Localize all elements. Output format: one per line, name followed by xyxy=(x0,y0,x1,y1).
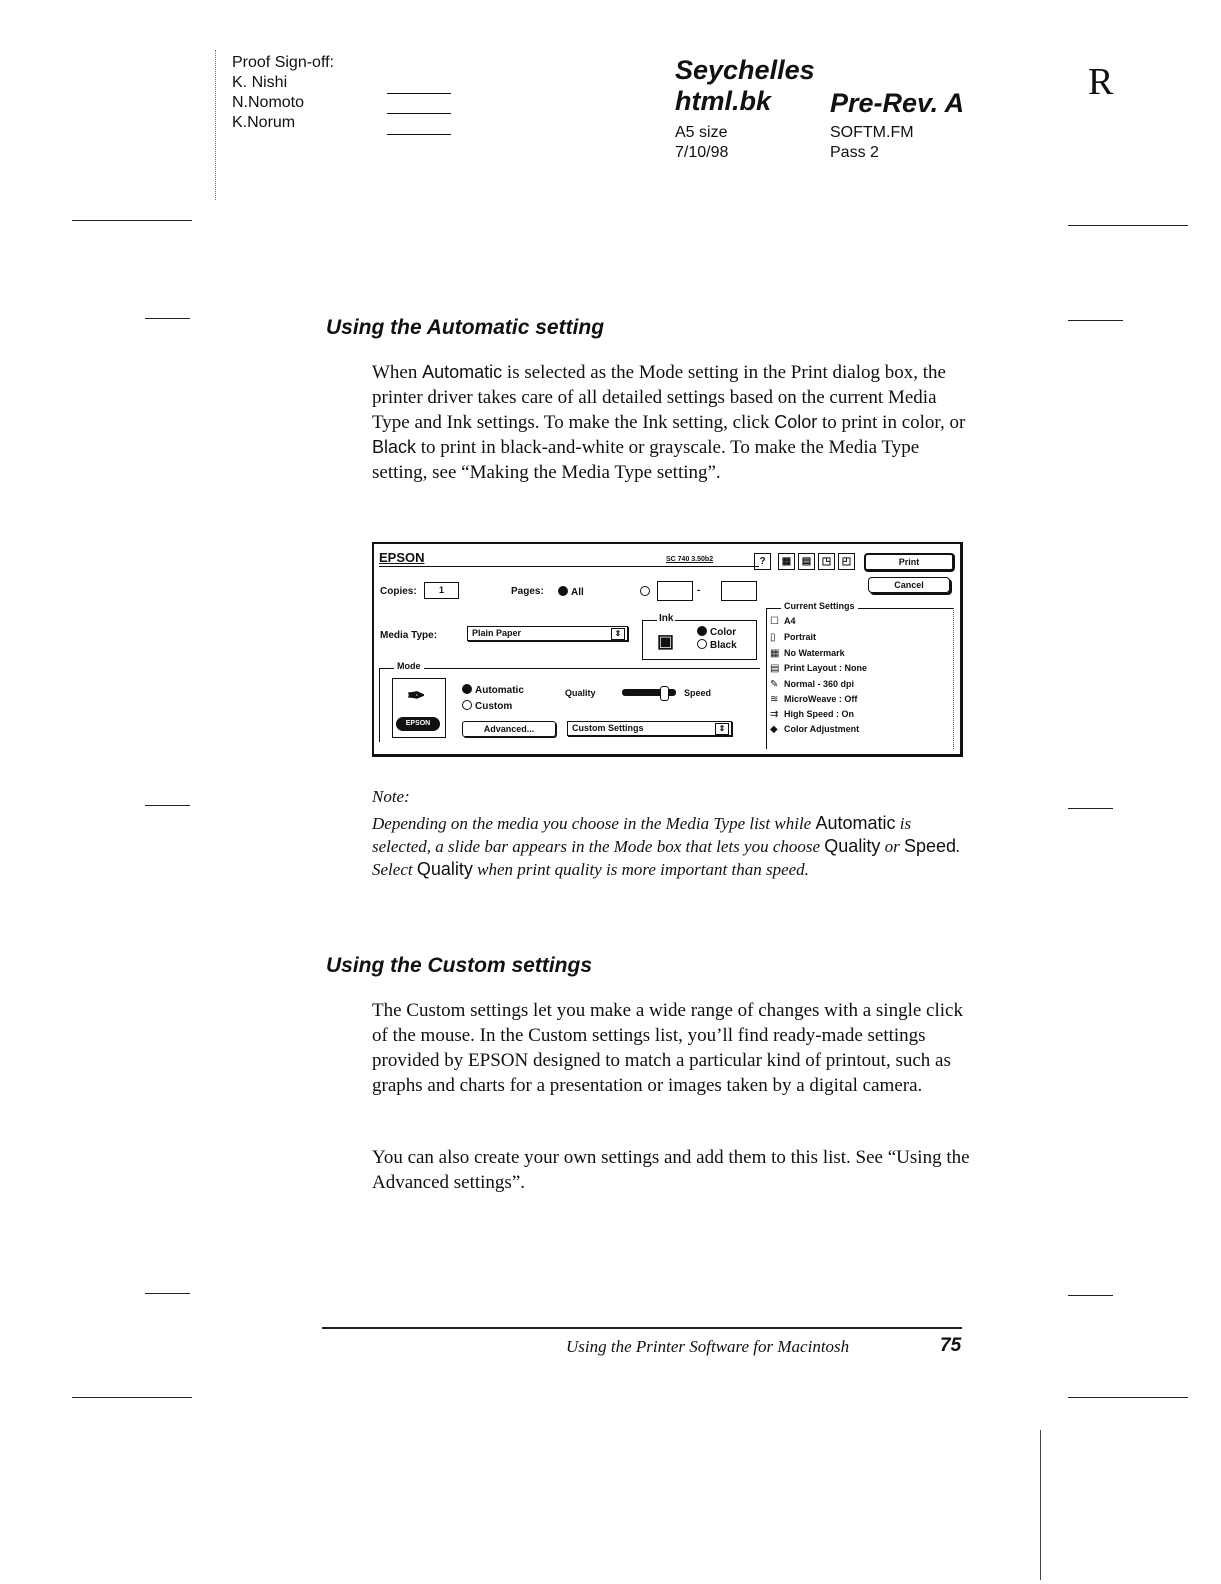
pages-all-radio[interactable]: All xyxy=(558,586,584,598)
margin-line xyxy=(1068,1295,1113,1296)
ink-black-radio[interactable]: Black xyxy=(697,639,737,651)
current-setting-resolution: ✎ Normal - 360 dpi xyxy=(770,679,855,690)
ink-color-radio[interactable]: Color xyxy=(697,626,736,638)
book-name: Seychelles xyxy=(675,55,815,85)
current-setting-paper: ☐ A4 xyxy=(770,616,796,627)
current-settings-label: Current Settings xyxy=(781,601,858,611)
slider-speed-label: Speed xyxy=(684,688,712,698)
paper-icon: ☐ xyxy=(770,616,779,627)
signature-line-1 xyxy=(387,93,451,94)
custom-paragraph-1: The Custom settings let you make a wide range of changes with a single click of the mouse. In the Custom settings list, you’ll find ready-made settings provided by EPSON designed to match a particular kind of printout, such as graphs and charts for a presentation or images taken by a digital camera. xyxy=(372,1000,963,1096)
title-rule xyxy=(379,566,759,567)
current-setting-watermark: ▦ No Watermark xyxy=(770,648,845,659)
automatic-paragraph: When Automatic is selected as the Mode setting in the Print dialog box, the printer driver takes care of all detailed settings based on the current Media Type and Ink settings. To make the Ink setting, click Color to print in color, or Black to print in black-and-white or grayscale. To make the Media Type setting, see “Making the Media Type setting”. xyxy=(372,362,966,483)
pages-range-radio[interactable] xyxy=(640,586,653,598)
page-setup-icon[interactable]: ▦ xyxy=(778,553,795,570)
page-size: A5 size xyxy=(675,124,728,141)
wrench-icon: ✒ xyxy=(407,683,426,708)
revision: Pre-Rev. A xyxy=(830,88,965,118)
section-heading-custom: Using the Custom settings xyxy=(326,954,593,977)
crop-line xyxy=(1068,1397,1188,1398)
pages-label: Pages: xyxy=(511,586,544,597)
corner-mark: R xyxy=(1088,61,1114,103)
custom-paragraph-2: You can also create your own settings and add them to this list. See “Using the Advanced settings”. xyxy=(372,1147,970,1193)
quality-speed-slider[interactable] xyxy=(622,689,676,696)
mode-label: Mode xyxy=(394,661,424,671)
margin-line xyxy=(145,1293,190,1294)
crop-line xyxy=(72,1397,192,1398)
media-type-label: Media Type: xyxy=(380,630,438,641)
media-type-popup[interactable]: Plain Paper ⇕ xyxy=(467,626,628,641)
current-setting-speed: ⇉ High Speed : On xyxy=(770,709,855,720)
proof-signoff xyxy=(232,53,334,133)
section-heading-automatic: Using the Automatic setting xyxy=(326,316,605,339)
crop-line xyxy=(1068,225,1188,226)
mode-custom-radio[interactable]: Custom xyxy=(462,700,512,712)
help-icon[interactable]: ? xyxy=(754,553,771,570)
date: 7/10/98 xyxy=(675,144,729,161)
color-adjust-icon: ◆ xyxy=(770,724,778,735)
page-number: 75 xyxy=(940,1335,962,1356)
popup-arrow-icon: ⇕ xyxy=(715,723,729,735)
proof-name-1: K. Nishi xyxy=(232,74,288,91)
page-from-field[interactable] xyxy=(657,581,693,601)
preview-icon[interactable]: ◰ xyxy=(838,553,855,570)
footer-rule xyxy=(322,1327,962,1329)
slider-knob[interactable] xyxy=(660,686,669,701)
cancel-button[interactable]: Cancel xyxy=(868,577,950,593)
margin-dots xyxy=(215,50,216,200)
margin-line xyxy=(1068,808,1113,809)
note-text: Depending on the media you choose in the Media Type list while Automatic is selected, a slide bar appears in the Mode box that lets you choose Quality or Speed. Select Quality when print quality is more important than speed. xyxy=(372,813,961,879)
mode-logo: EPSON xyxy=(396,717,440,731)
page-to-field[interactable] xyxy=(721,581,757,601)
print-button[interactable]: Print xyxy=(864,553,955,572)
margin-line xyxy=(1068,320,1123,321)
slider-quality-label: Quality xyxy=(565,688,596,698)
ink-label: Ink xyxy=(659,613,674,624)
current-setting-color: ◆ Color Adjustment xyxy=(770,724,860,735)
proof-title: Proof Sign-off: xyxy=(232,54,334,71)
margin-line xyxy=(145,805,190,806)
popup-arrow-icon: ⇕ xyxy=(611,628,625,640)
page-range-sep: - xyxy=(697,585,701,596)
crop-line-vertical xyxy=(1040,1430,1041,1580)
margin-line xyxy=(145,318,190,319)
mode-icon-box xyxy=(392,678,446,738)
speed-icon: ⇉ xyxy=(770,709,779,720)
ink-cartridge-icon: ▣ xyxy=(657,631,675,651)
current-setting-microweave: ≋ MicroWeave : Off xyxy=(770,694,858,705)
resolution-icon: ✎ xyxy=(770,679,779,690)
driver-version: SC 740 3.50b2 xyxy=(666,556,714,563)
pass: Pass 2 xyxy=(830,144,879,161)
frame-file: SOFTM.FM xyxy=(830,124,914,141)
proof-name-2: N.Nomoto xyxy=(232,94,305,111)
book-file: html.bk xyxy=(675,86,772,116)
epson-logo: EPSON xyxy=(379,550,425,565)
signature-line-3 xyxy=(387,134,451,135)
portrait-icon: ▯ xyxy=(770,632,776,643)
background-icon[interactable]: ◳ xyxy=(818,553,835,570)
proof-name-3: K.Norum xyxy=(232,114,296,131)
note-title: Note: xyxy=(372,787,410,806)
print-dialog xyxy=(372,542,963,757)
footer-title: Using the Printer Software for Macintosh xyxy=(566,1337,850,1356)
custom-settings-popup[interactable]: Custom Settings ⇕ xyxy=(567,721,732,736)
copies-label: Copies: xyxy=(380,586,417,597)
layout-icon: ▤ xyxy=(770,663,780,674)
copies-field[interactable]: 1 xyxy=(424,582,459,599)
crop-line xyxy=(72,220,192,221)
layout-icon[interactable]: ▤ xyxy=(798,553,815,570)
advanced-button[interactable]: Advanced... xyxy=(462,721,556,737)
watermark-icon: ▦ xyxy=(770,648,780,659)
current-setting-layout: ▤ Print Layout : None xyxy=(770,663,867,674)
microweave-icon: ≋ xyxy=(770,694,779,705)
current-setting-orientation: ▯ Portrait xyxy=(770,632,817,643)
mode-automatic-radio[interactable]: Automatic xyxy=(462,684,524,696)
signature-line-2 xyxy=(387,113,451,114)
